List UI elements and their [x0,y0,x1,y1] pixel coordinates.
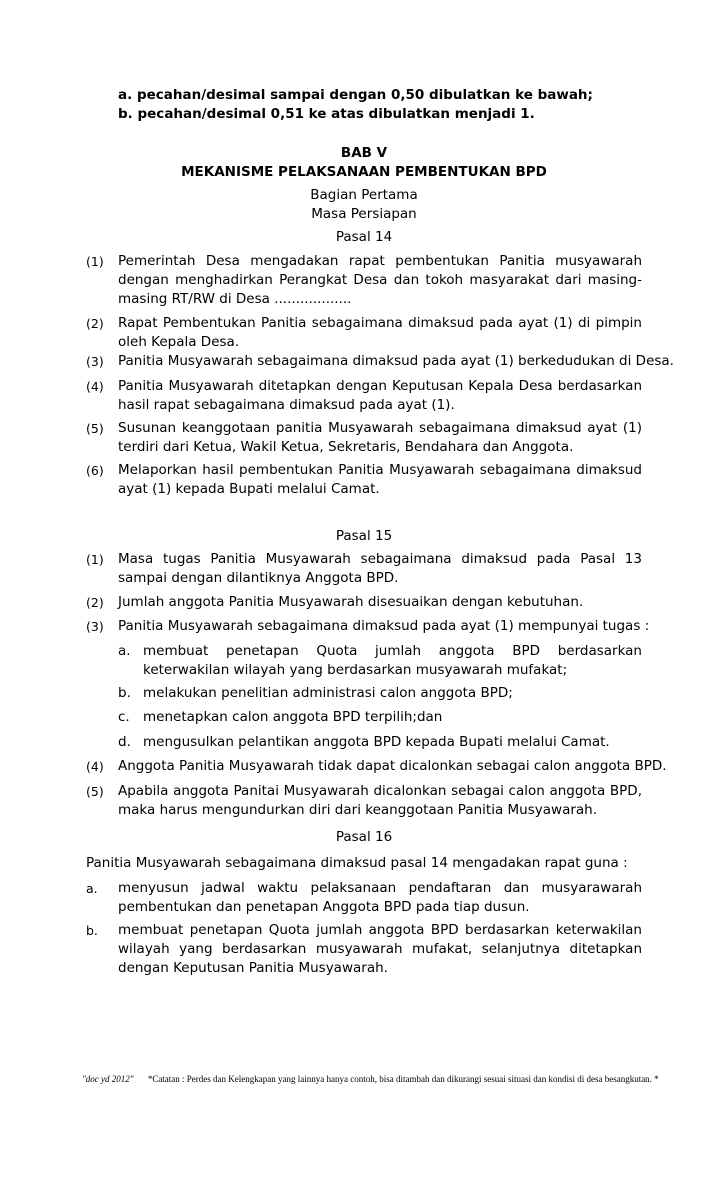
item-text: menyusun jadwal waktu pelaksanaan pendaftaran dan musyarawarah pembentukan dan penetapan Anggota BPD pada tiap dusun. [118,880,642,915]
task-letter: a. [118,643,131,659]
item-number: (5) [86,784,104,799]
article-15-title: Pasal 15 [335,528,393,544]
task-text: mengusulkan pelantikan anggota BPD kepada Bupati melalui Camat. [143,734,610,750]
item-number: (5) [86,421,104,436]
rounding-rule-b: b. pecahan/desimal 0,51 ke atas dibulatkan menjadi 1. [118,106,535,122]
task-text: membuat penetapan Quota jumlah anggota BPD berdasarkan keterwakilan wilayah yang berdasarkan musyawarah mufakat; [143,643,642,678]
article-14-title: Pasal 14 [335,229,393,245]
item-number: (2) [86,595,104,610]
item-text: Panitia Musyawarah sebagaimana dimaksud pada ayat (1) mempunyai tugas : [118,618,650,634]
item-text: Anggota Panitia Musyawarah tidak dapat dicalonkan sebagai calon anggota BPD. [118,758,667,774]
item-number: (1) [86,254,104,269]
item-text: Panitia Musyawarah sebagaimana dimaksud pada ayat (1) berkedudukan di Desa. [118,353,674,369]
item-number: (4) [86,759,104,774]
item-text: Jumlah anggota Panitia Musyawarah disesuaikan dengan kebutuhan. [118,594,584,610]
item-text: Masa tugas Panitia Musyawarah sebagaimana dimaksud pada Pasal 13 sampai dengan dilantiknya Anggota BPD. [118,551,642,586]
item-number: (6) [86,463,104,478]
item-number: (1) [86,552,104,567]
document-tag: "doc yd 2012" [82,1074,134,1084]
item-text: Rapat Pembentukan Panitia sebagaimana dimaksud pada ayat (1) di pimpin oleh Kepala Desa. [118,315,642,350]
section-title: Bagian Pertama [310,187,418,203]
item-text: Melaporkan hasil pembentukan Panitia Musyawarah sebagaimana dimaksud ayat (1) kepada Bupati melalui Camat. [118,462,642,497]
item-number: (2) [86,316,104,331]
item-text: Apabila anggota Panitai Musyawarah dicalonkan sebagai calon anggota BPD, maka harus mengundurkan diri dari keanggotaan Panitia Musyawarah. [118,783,642,818]
item-letter: b. [86,923,98,938]
article-16-intro: Panitia Musyawarah sebagaimana dimaksud pasal 14 mengadakan rapat guna : [86,855,628,871]
item-text: membuat penetapan Quota jumlah anggota BPD berdasarkan keterwakilan wilayah yang berdasarkan musyawarah mufakat, selanjutnya ditetapkan dengan Keputusan Panitia Musyawarah. [118,922,642,976]
article-16-title: Pasal 16 [335,829,393,845]
item-text: Susunan keanggotaan panitia Musyawarah sebagaimana dimaksud ayat (1) terdiri dari Ketua, Wakil Ketua, Sekretaris, Bendahara dan Anggota. [118,420,642,455]
item-text: Pemerintah Desa mengadakan rapat pembentukan Panitia musyawarah dengan menghadirkan Perangkat Desa dan tokoh masyarakat dari masing-masing RT/RW di Desa .................. [118,253,642,307]
item-text: Panitia Musyawarah ditetapkan dengan Keputusan Kepala Desa berdasarkan hasil rapat sebagaimana dimaksud pada ayat (1). [118,378,642,413]
task-letter: d. [118,734,131,750]
footer-note: *Catatan : Perdes dan Kelengkapan yang lainnya hanya contoh, bisa ditambah dan dikurangi sesuai situasi dan kondisi di desa besangkutan. * [147,1074,659,1084]
item-number: (3) [86,354,104,369]
rounding-rule-a: a. pecahan/desimal sampai dengan 0,50 dibulatkan ke bawah; [118,87,593,103]
chapter-title: MEKANISME PELAKSANAAN PEMBENTUKAN BPD [181,164,547,180]
item-number: (3) [86,619,104,634]
page-footer [82,1074,659,1084]
task-letter: b. [118,685,131,701]
item-number: (4) [86,379,104,394]
task-letter: c. [118,709,130,725]
task-text: menetapkan calon anggota BPD terpilih;dan [143,709,443,725]
chapter-number: BAB V [340,145,388,161]
task-text: melakukan penelitian administrasi calon anggota BPD; [143,685,513,701]
item-letter: a. [86,881,98,896]
section-subtitle: Masa Persiapan [311,206,417,222]
